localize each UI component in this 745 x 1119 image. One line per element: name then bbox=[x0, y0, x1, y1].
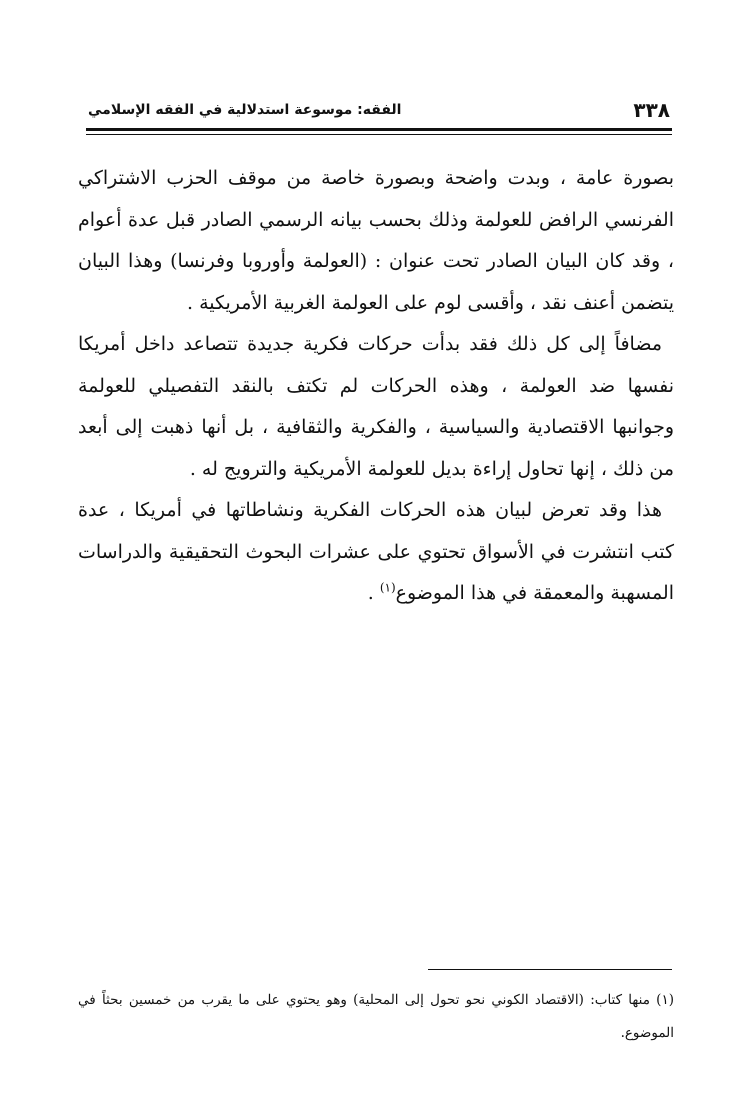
paragraph-3 bbox=[78, 490, 674, 615]
page-number: ٣٣٨ bbox=[633, 98, 670, 122]
running-title: الفقه: موسوعة استدلالية في الفقه الإسلامي bbox=[88, 102, 402, 118]
footnote-separator bbox=[428, 969, 672, 970]
paragraph-3-text: هذا وقد تعرض لبيان هذه الحركات الفكرية ونشاطاتها في أمريكا ، عدة كتب انتشرت في الأسواق تحتوي على عشرات البحوث التحقيقية والدراسات المسهبة والمعمقة في هذا الموضوع bbox=[78, 499, 674, 604]
header-rule-thick bbox=[86, 128, 672, 131]
footnotes bbox=[78, 984, 674, 1050]
paragraph-1: بصورة عامة ، وبدت واضحة وبصورة خاصة من موقف الحزب الاشتراكي الفرنسي الرافض للعولمة وذلك بحسب بيانه الرسمي الصادر قبل عدة أعوام ، وقد كان البيان الصادر تحت عنوان : (العولمة وأوروبا وفرنسا) وهذا البيان يتضمن أعنف نقد ، وأقسى لوم على العولمة الغربية الأمريكية . bbox=[78, 167, 674, 314]
footnote-1: (١) منها كتاب: (الاقتصاد الكوني نحو تحول إلى المحلية) وهو يحتوي على ما يقرب من خمسين بحثاً في الموضوع. bbox=[78, 992, 674, 1041]
paragraph-3-end: . bbox=[367, 582, 380, 604]
footnote-reference[interactable]: (١) bbox=[379, 580, 396, 595]
page-header bbox=[88, 98, 670, 128]
paragraph-2: مضافاً إلى كل ذلك فقد بدأت حركات فكرية جديدة تتصاعد داخل أمريكا نفسها ضد العولمة ، وهذه الحركات لم تكتف بالنقد التفصيلي للعولمة وجوانبها الاقتصادية والسياسية ، والفكرية والثقافية ، بل أنها ذهبت إلى أبعد من ذلك ، إنها تحاول إراءة بديل للعولمة الأمريكية والترويج له . bbox=[78, 333, 674, 480]
header-rule-thin bbox=[86, 134, 672, 135]
main-text bbox=[78, 158, 674, 615]
